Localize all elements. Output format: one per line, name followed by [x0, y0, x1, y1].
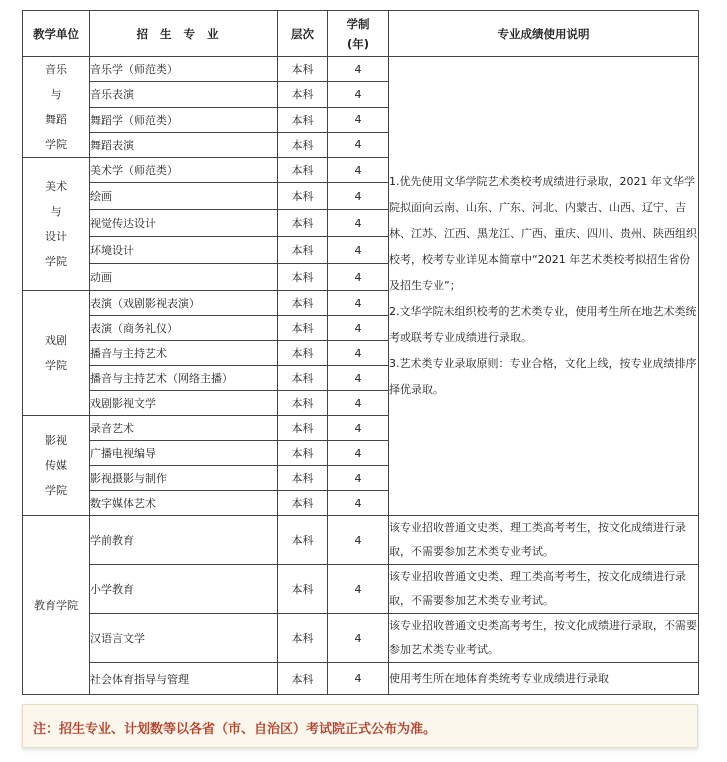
level-cell: 本科: [278, 416, 328, 441]
unit-cell: 教育学院: [23, 516, 90, 695]
major-cell: 绘画: [90, 183, 278, 210]
unit-line: 戏剧: [45, 334, 67, 347]
years-cell: 4: [328, 491, 389, 516]
unit-cell: [23, 57, 90, 158]
major-cell: 数字媒体艺术: [90, 491, 278, 516]
major-cell: 播音与主持艺术（网络主播）: [90, 366, 278, 391]
major-cell: 美术学（师范类）: [90, 158, 278, 183]
major-cell: 音乐表演: [90, 82, 278, 107]
level-cell: 本科: [278, 441, 328, 466]
unit-line: 舞蹈: [45, 113, 67, 126]
years-cell: 4: [328, 57, 389, 82]
level-cell: 本科: [278, 663, 328, 695]
unit-cell: [23, 158, 90, 291]
table-row: [23, 57, 699, 82]
years-cell: 4: [328, 132, 389, 157]
table-row: [23, 516, 699, 565]
major-cell: 表演（商务礼仪）: [90, 316, 278, 341]
level-cell: 本科: [278, 57, 328, 82]
unit-line: 影视: [45, 434, 67, 447]
header-major: 招生专业: [90, 11, 278, 57]
unit-line: 设计: [45, 230, 67, 243]
header-years: [328, 11, 389, 57]
major-cell: 视觉传达设计: [90, 210, 278, 237]
header-unit: 教学单位: [23, 11, 90, 57]
years-cell: 4: [328, 366, 389, 391]
years-cell: 4: [328, 614, 389, 663]
art-note-paragraph: 3.艺术类专业录取原则：专业合格，文化上线，按专业成绩排序择优录取。: [389, 357, 697, 396]
major-cell: 音乐学（师范类）: [90, 57, 278, 82]
notice-box: [22, 704, 698, 748]
level-cell: 本科: [278, 366, 328, 391]
years-cell: 4: [328, 341, 389, 366]
unit-line: 传媒: [45, 459, 67, 472]
art-note-cell: [389, 57, 699, 516]
level-cell: 本科: [278, 158, 328, 183]
major-cell: 影视摄影与制作: [90, 466, 278, 491]
level-cell: 本科: [278, 565, 328, 614]
major-cell: 广播电视编导: [90, 441, 278, 466]
years-cell: 4: [328, 210, 389, 237]
table-row: [23, 663, 699, 695]
level-cell: 本科: [278, 341, 328, 366]
level-cell: 本科: [278, 516, 328, 565]
years-cell: 4: [328, 565, 389, 614]
unit-line: 学院: [45, 255, 67, 268]
art-note-paragraph: 2.文华学院未组织校考的艺术类专业，使用考生所在地艺术类统考或联考专业成绩进行录取。: [389, 305, 697, 344]
header-years-line1: 学制: [346, 16, 370, 31]
unit-line: 与: [50, 205, 62, 218]
table-row: [23, 614, 699, 663]
header-level: 层次: [278, 11, 328, 57]
level-cell: 本科: [278, 491, 328, 516]
note-cell: 该专业招收普通文史类、理工类高考考生，按文化成绩进行录取，不需要参加艺术类专业考试。: [389, 565, 699, 614]
unit-cell: [23, 416, 90, 516]
level-cell: 本科: [278, 82, 328, 107]
level-cell: 本科: [278, 210, 328, 237]
note-cell: 该专业招收普通文史类高考考生，按文化成绩进行录取，不需要参加艺术类专业考试。: [389, 614, 699, 663]
level-cell: 本科: [278, 237, 328, 264]
level-cell: 本科: [278, 466, 328, 491]
years-cell: 4: [328, 183, 389, 210]
years-cell: 4: [328, 158, 389, 183]
years-cell: 4: [328, 291, 389, 316]
years-cell: 4: [328, 316, 389, 341]
years-cell: 4: [328, 82, 389, 107]
years-cell: 4: [328, 466, 389, 491]
level-cell: 本科: [278, 291, 328, 316]
unit-cell: [23, 291, 90, 416]
major-cell: 小学教育: [90, 565, 278, 614]
level-cell: 本科: [278, 183, 328, 210]
major-cell: 录音艺术: [90, 416, 278, 441]
header-row: [23, 11, 699, 57]
level-cell: 本科: [278, 316, 328, 341]
level-cell: 本科: [278, 132, 328, 157]
years-cell: 4: [328, 107, 389, 132]
level-cell: 本科: [278, 107, 328, 132]
major-cell: 动画: [90, 264, 278, 291]
note-cell: 使用考生所在地体育类统考专业成绩进行录取: [389, 663, 699, 695]
years-cell: 4: [328, 416, 389, 441]
unit-line: 美术: [45, 180, 67, 193]
years-cell: 4: [328, 663, 389, 695]
years-cell: 4: [328, 237, 389, 264]
major-cell: 社会体育指导与管理: [90, 663, 278, 695]
major-cell: 戏剧影视文学: [90, 391, 278, 416]
level-cell: 本科: [278, 614, 328, 663]
art-note-paragraph: 1.优先使用文华学院艺术类校考成绩进行录取，2021 年文华学院拟面向云南、山东、广东、河北、内蒙古、山西、辽宁、吉林、江苏、江西、黑龙江、广西、重庆、四川、贵州、陕西组织校考，校考专业详见本简章中“2021 年艺术类校考拟招生省份及招生专业”；: [389, 175, 697, 292]
unit-line: 与: [50, 88, 62, 101]
major-cell: 环境设计: [90, 237, 278, 264]
major-cell: 播音与主持艺术: [90, 341, 278, 366]
years-cell: 4: [328, 441, 389, 466]
major-cell: 表演（戏剧影视表演）: [90, 291, 278, 316]
major-cell: 汉语言文学: [90, 614, 278, 663]
level-cell: 本科: [278, 391, 328, 416]
unit-line: 音乐: [45, 63, 67, 76]
years-cell: 4: [328, 391, 389, 416]
major-cell: 舞蹈学（师范类）: [90, 107, 278, 132]
major-cell: 舞蹈表演: [90, 132, 278, 157]
table-row: [23, 565, 699, 614]
level-cell: 本科: [278, 264, 328, 291]
notice-text: 注：招生专业、计划数等以各省（市、自治区）考试院正式公布为准。: [33, 722, 437, 737]
unit-line: 学院: [45, 138, 67, 151]
major-cell: 学前教育: [90, 516, 278, 565]
admissions-table: [22, 10, 699, 695]
unit-line: 学院: [45, 484, 67, 497]
header-years-line2: (年): [346, 36, 369, 51]
years-cell: 4: [328, 264, 389, 291]
unit-line: 学院: [45, 359, 67, 372]
years-cell: 4: [328, 516, 389, 565]
header-note: 专业成绩使用说明: [389, 11, 699, 57]
note-cell: 该专业招收普通文史类、理工类高考考生，按文化成绩进行录取，不需要参加艺术类专业考试。: [389, 516, 699, 565]
